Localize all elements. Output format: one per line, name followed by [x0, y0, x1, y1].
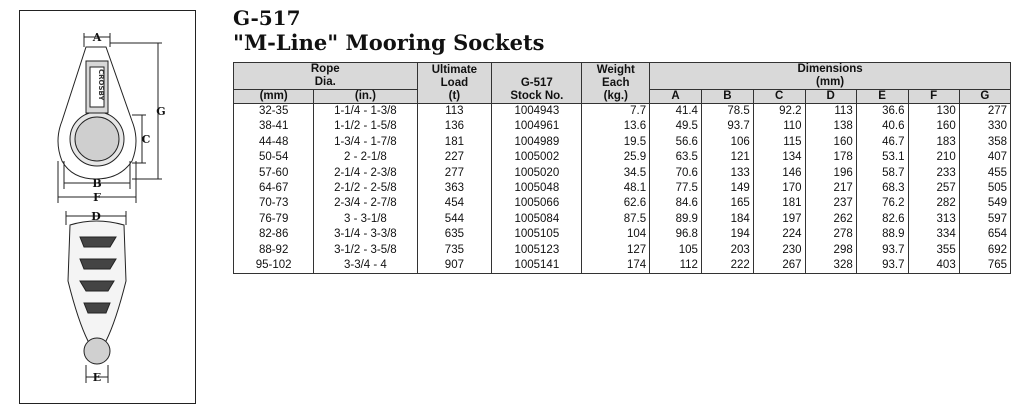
cell-weight: 62.6 — [582, 196, 650, 211]
dim-label-f: F — [93, 191, 101, 204]
header-g517: G-517 — [520, 76, 553, 89]
cell-dim-a: 77.5 — [650, 181, 702, 196]
header-ultimate-load — [417, 63, 492, 104]
cell-ultimate-load: 363 — [417, 181, 492, 196]
cell-dim-a: 112 — [650, 258, 702, 274]
cell-dim-e: 93.7 — [856, 243, 908, 258]
header-dim-d: D — [805, 90, 856, 104]
cell-dim-e: 53.1 — [856, 150, 908, 165]
cell-ultimate-load: 227 — [417, 150, 492, 165]
cell-dim-f: 282 — [908, 196, 959, 211]
cell-rope-mm: 38-41 — [234, 119, 314, 134]
cell-stock-no: 1005002 — [492, 150, 582, 165]
cell-dim-d: 138 — [805, 119, 856, 134]
cell-weight: 7.7 — [582, 104, 650, 120]
cell-dim-e: 46.7 — [856, 135, 908, 150]
table-row — [234, 135, 1011, 150]
cell-weight: 19.5 — [582, 135, 650, 150]
cell-rope-mm: 32-35 — [234, 104, 314, 120]
cell-weight: 87.5 — [582, 212, 650, 227]
cell-dim-a: 63.5 — [650, 150, 702, 165]
header-rope: Rope — [310, 63, 340, 75]
table-row — [234, 181, 1011, 196]
cell-dim-c: 110 — [753, 119, 805, 134]
header-dim-a: A — [650, 90, 702, 104]
cell-dim-g: 277 — [959, 104, 1010, 120]
cell-ultimate-load: 136 — [417, 119, 492, 134]
cell-dim-c: 146 — [753, 166, 805, 181]
cell-weight: 34.5 — [582, 166, 650, 181]
cell-stock-no: 1005123 — [492, 243, 582, 258]
cell-dim-g: 455 — [959, 166, 1010, 181]
header-load: Load — [440, 76, 469, 89]
dim-label-c: C — [141, 133, 151, 146]
socket-drawing — [20, 11, 197, 405]
cell-dim-g: 597 — [959, 212, 1010, 227]
cell-dim-g: 505 — [959, 181, 1010, 196]
header-dim-c: C — [753, 90, 805, 104]
cell-dim-e: 40.6 — [856, 119, 908, 134]
header-dimensions — [650, 63, 1011, 90]
cell-dim-d: 278 — [805, 227, 856, 242]
cell-dim-f: 130 — [908, 104, 959, 120]
cell-dim-d: 237 — [805, 196, 856, 211]
cell-dim-g: 358 — [959, 135, 1010, 150]
header-each: Each — [602, 76, 630, 89]
cell-dim-e: 68.3 — [856, 181, 908, 196]
socket-diagram — [19, 10, 196, 404]
cell-dim-d: 178 — [805, 150, 856, 165]
cell-rope-mm: 95-102 — [234, 258, 314, 274]
cell-rope-in: 2-3/4 - 2-7/8 — [314, 196, 417, 211]
table-row — [234, 258, 1011, 274]
cell-dim-e: 58.7 — [856, 166, 908, 181]
cell-stock-no: 1004989 — [492, 135, 582, 150]
dim-label-e: E — [92, 371, 102, 384]
cell-stock-no: 1005066 — [492, 196, 582, 211]
cell-dim-d: 262 — [805, 212, 856, 227]
title-block — [233, 6, 544, 56]
cell-stock-no: 1004943 — [492, 104, 582, 120]
cell-rope-mm: 82-86 — [234, 227, 314, 242]
cell-dim-a: 89.9 — [650, 212, 702, 227]
cell-dim-f: 257 — [908, 181, 959, 196]
cell-dim-d: 328 — [805, 258, 856, 274]
header-dimensions-label: Dimensions — [797, 63, 863, 75]
cell-rope-in: 1-3/4 - 1-7/8 — [314, 135, 417, 150]
table-row — [234, 243, 1011, 258]
table-row — [234, 227, 1011, 242]
dim-label-g: G — [156, 105, 166, 118]
header-dia: Dia. — [314, 76, 336, 88]
cell-rope-mm: 50-54 — [234, 150, 314, 165]
table-row — [234, 119, 1011, 134]
cell-dim-b: 78.5 — [701, 104, 753, 120]
cell-weight: 174 — [582, 258, 650, 274]
cell-dim-f: 183 — [908, 135, 959, 150]
cell-dim-d: 217 — [805, 181, 856, 196]
header-weight: Weight — [596, 63, 635, 76]
cell-dim-a: 41.4 — [650, 104, 702, 120]
table-row — [234, 196, 1011, 211]
cell-stock-no: 1005105 — [492, 227, 582, 242]
header-in: (in.) — [314, 90, 417, 104]
header-stock-no: Stock No. — [510, 89, 564, 102]
header-dim-g: G — [959, 90, 1010, 104]
header-dim-e: E — [856, 90, 908, 104]
cell-ultimate-load: 907 — [417, 258, 492, 274]
cell-rope-in: 3-3/4 - 4 — [314, 258, 417, 274]
cell-dim-c: 181 — [753, 196, 805, 211]
cell-ultimate-load: 454 — [417, 196, 492, 211]
cell-dim-c: 92.2 — [753, 104, 805, 120]
cell-dim-b: 133 — [701, 166, 753, 181]
cell-dim-f: 233 — [908, 166, 959, 181]
dim-label-b: B — [92, 177, 102, 190]
cell-rope-mm: 44-48 — [234, 135, 314, 150]
cell-dim-c: 115 — [753, 135, 805, 150]
cell-dim-g: 549 — [959, 196, 1010, 211]
cell-dim-a: 84.6 — [650, 196, 702, 211]
cell-rope-in: 2-1/4 - 2-3/8 — [314, 166, 417, 181]
cell-ultimate-load: 181 — [417, 135, 492, 150]
cell-stock-no: 1005141 — [492, 258, 582, 274]
cell-dim-d: 196 — [805, 166, 856, 181]
cell-dim-b: 203 — [701, 243, 753, 258]
cell-rope-mm: 70-73 — [234, 196, 314, 211]
cell-dim-c: 230 — [753, 243, 805, 258]
product-name: "M-Line" Mooring Sockets — [233, 30, 545, 55]
cell-rope-in: 1-1/4 - 1-3/8 — [314, 104, 417, 120]
cell-rope-in: 3-1/2 - 3-5/8 — [314, 243, 417, 258]
cell-weight: 13.6 — [582, 119, 650, 134]
cell-rope-in: 2-1/2 - 2-5/8 — [314, 181, 417, 196]
cell-dim-g: 330 — [959, 119, 1010, 134]
dim-label-a: A — [92, 31, 102, 44]
header-dim-f: F — [908, 90, 959, 104]
cell-dim-a: 96.8 — [650, 227, 702, 242]
cell-dim-f: 210 — [908, 150, 959, 165]
cell-rope-mm: 88-92 — [234, 243, 314, 258]
header-ultimate: Ultimate — [431, 63, 478, 76]
cell-dim-b: 184 — [701, 212, 753, 227]
cell-dim-g: 692 — [959, 243, 1010, 258]
cell-stock-no: 1005048 — [492, 181, 582, 196]
cell-dim-d: 160 — [805, 135, 856, 150]
table-row — [234, 150, 1011, 165]
cell-ultimate-load: 735 — [417, 243, 492, 258]
header-kg: (kg.) — [603, 89, 628, 102]
cell-ultimate-load: 635 — [417, 227, 492, 242]
cell-dim-f: 313 — [908, 212, 959, 227]
cell-stock-no: 1005020 — [492, 166, 582, 181]
header-weight-each — [582, 63, 650, 104]
header-dim-b: B — [701, 90, 753, 104]
header-rope-dia — [234, 63, 418, 90]
cell-weight: 25.9 — [582, 150, 650, 165]
header-t: (t) — [448, 89, 461, 102]
cell-weight: 48.1 — [582, 181, 650, 196]
cell-stock-no: 1005084 — [492, 212, 582, 227]
cell-dim-b: 106 — [701, 135, 753, 150]
cell-dim-b: 194 — [701, 227, 753, 242]
logo-text: CROSBY — [97, 69, 105, 101]
cell-dim-c: 197 — [753, 212, 805, 227]
cell-dim-e: 88.9 — [856, 227, 908, 242]
cell-rope-mm: 57-60 — [234, 166, 314, 181]
specifications-table — [233, 62, 1011, 274]
header-row-1 — [234, 63, 1011, 90]
cell-dim-g: 765 — [959, 258, 1010, 274]
header-dimensions-unit: (mm) — [816, 76, 845, 88]
header-mm: (mm) — [234, 90, 314, 104]
header-spacer — [495, 64, 578, 77]
cell-dim-a: 70.6 — [650, 166, 702, 181]
cell-rope-in: 2 - 2-1/8 — [314, 150, 417, 165]
cell-dim-b: 121 — [701, 150, 753, 165]
cell-dim-e: 76.2 — [856, 196, 908, 211]
cell-dim-c: 134 — [753, 150, 805, 165]
cell-dim-c: 267 — [753, 258, 805, 274]
table-row — [234, 104, 1011, 120]
cell-rope-in: 3 - 3-1/8 — [314, 212, 417, 227]
cell-dim-f: 403 — [908, 258, 959, 274]
cell-dim-c: 170 — [753, 181, 805, 196]
cell-dim-g: 654 — [959, 227, 1010, 242]
cell-dim-e: 82.6 — [856, 212, 908, 227]
table-row — [234, 212, 1011, 227]
cell-dim-b: 149 — [701, 181, 753, 196]
dim-label-d: D — [91, 210, 101, 223]
cell-ultimate-load: 544 — [417, 212, 492, 227]
cell-rope-mm: 64-67 — [234, 181, 314, 196]
cell-dim-c: 224 — [753, 227, 805, 242]
header-stock — [492, 63, 582, 104]
cell-ultimate-load: 113 — [417, 104, 492, 120]
cell-rope-mm: 76-79 — [234, 212, 314, 227]
cell-stock-no: 1004961 — [492, 119, 582, 134]
cell-dim-a: 49.5 — [650, 119, 702, 134]
cell-dim-b: 165 — [701, 196, 753, 211]
cell-rope-in: 1-1/2 - 1-5/8 — [314, 119, 417, 134]
cell-weight: 127 — [582, 243, 650, 258]
table-row — [234, 166, 1011, 181]
table-body — [234, 104, 1011, 274]
cell-dim-g: 407 — [959, 150, 1010, 165]
cell-dim-b: 222 — [701, 258, 753, 274]
cell-dim-f: 334 — [908, 227, 959, 242]
cell-ultimate-load: 277 — [417, 166, 492, 181]
cell-dim-f: 160 — [908, 119, 959, 134]
cell-rope-in: 3-1/4 - 3-3/8 — [314, 227, 417, 242]
cell-dim-d: 113 — [805, 104, 856, 120]
cell-dim-f: 355 — [908, 243, 959, 258]
cell-weight: 104 — [582, 227, 650, 242]
product-code: G-517 — [233, 6, 301, 30]
cell-dim-a: 105 — [650, 243, 702, 258]
cell-dim-e: 36.6 — [856, 104, 908, 120]
cell-dim-b: 93.7 — [701, 119, 753, 134]
cell-dim-a: 56.6 — [650, 135, 702, 150]
cell-dim-d: 298 — [805, 243, 856, 258]
cell-dim-e: 93.7 — [856, 258, 908, 274]
